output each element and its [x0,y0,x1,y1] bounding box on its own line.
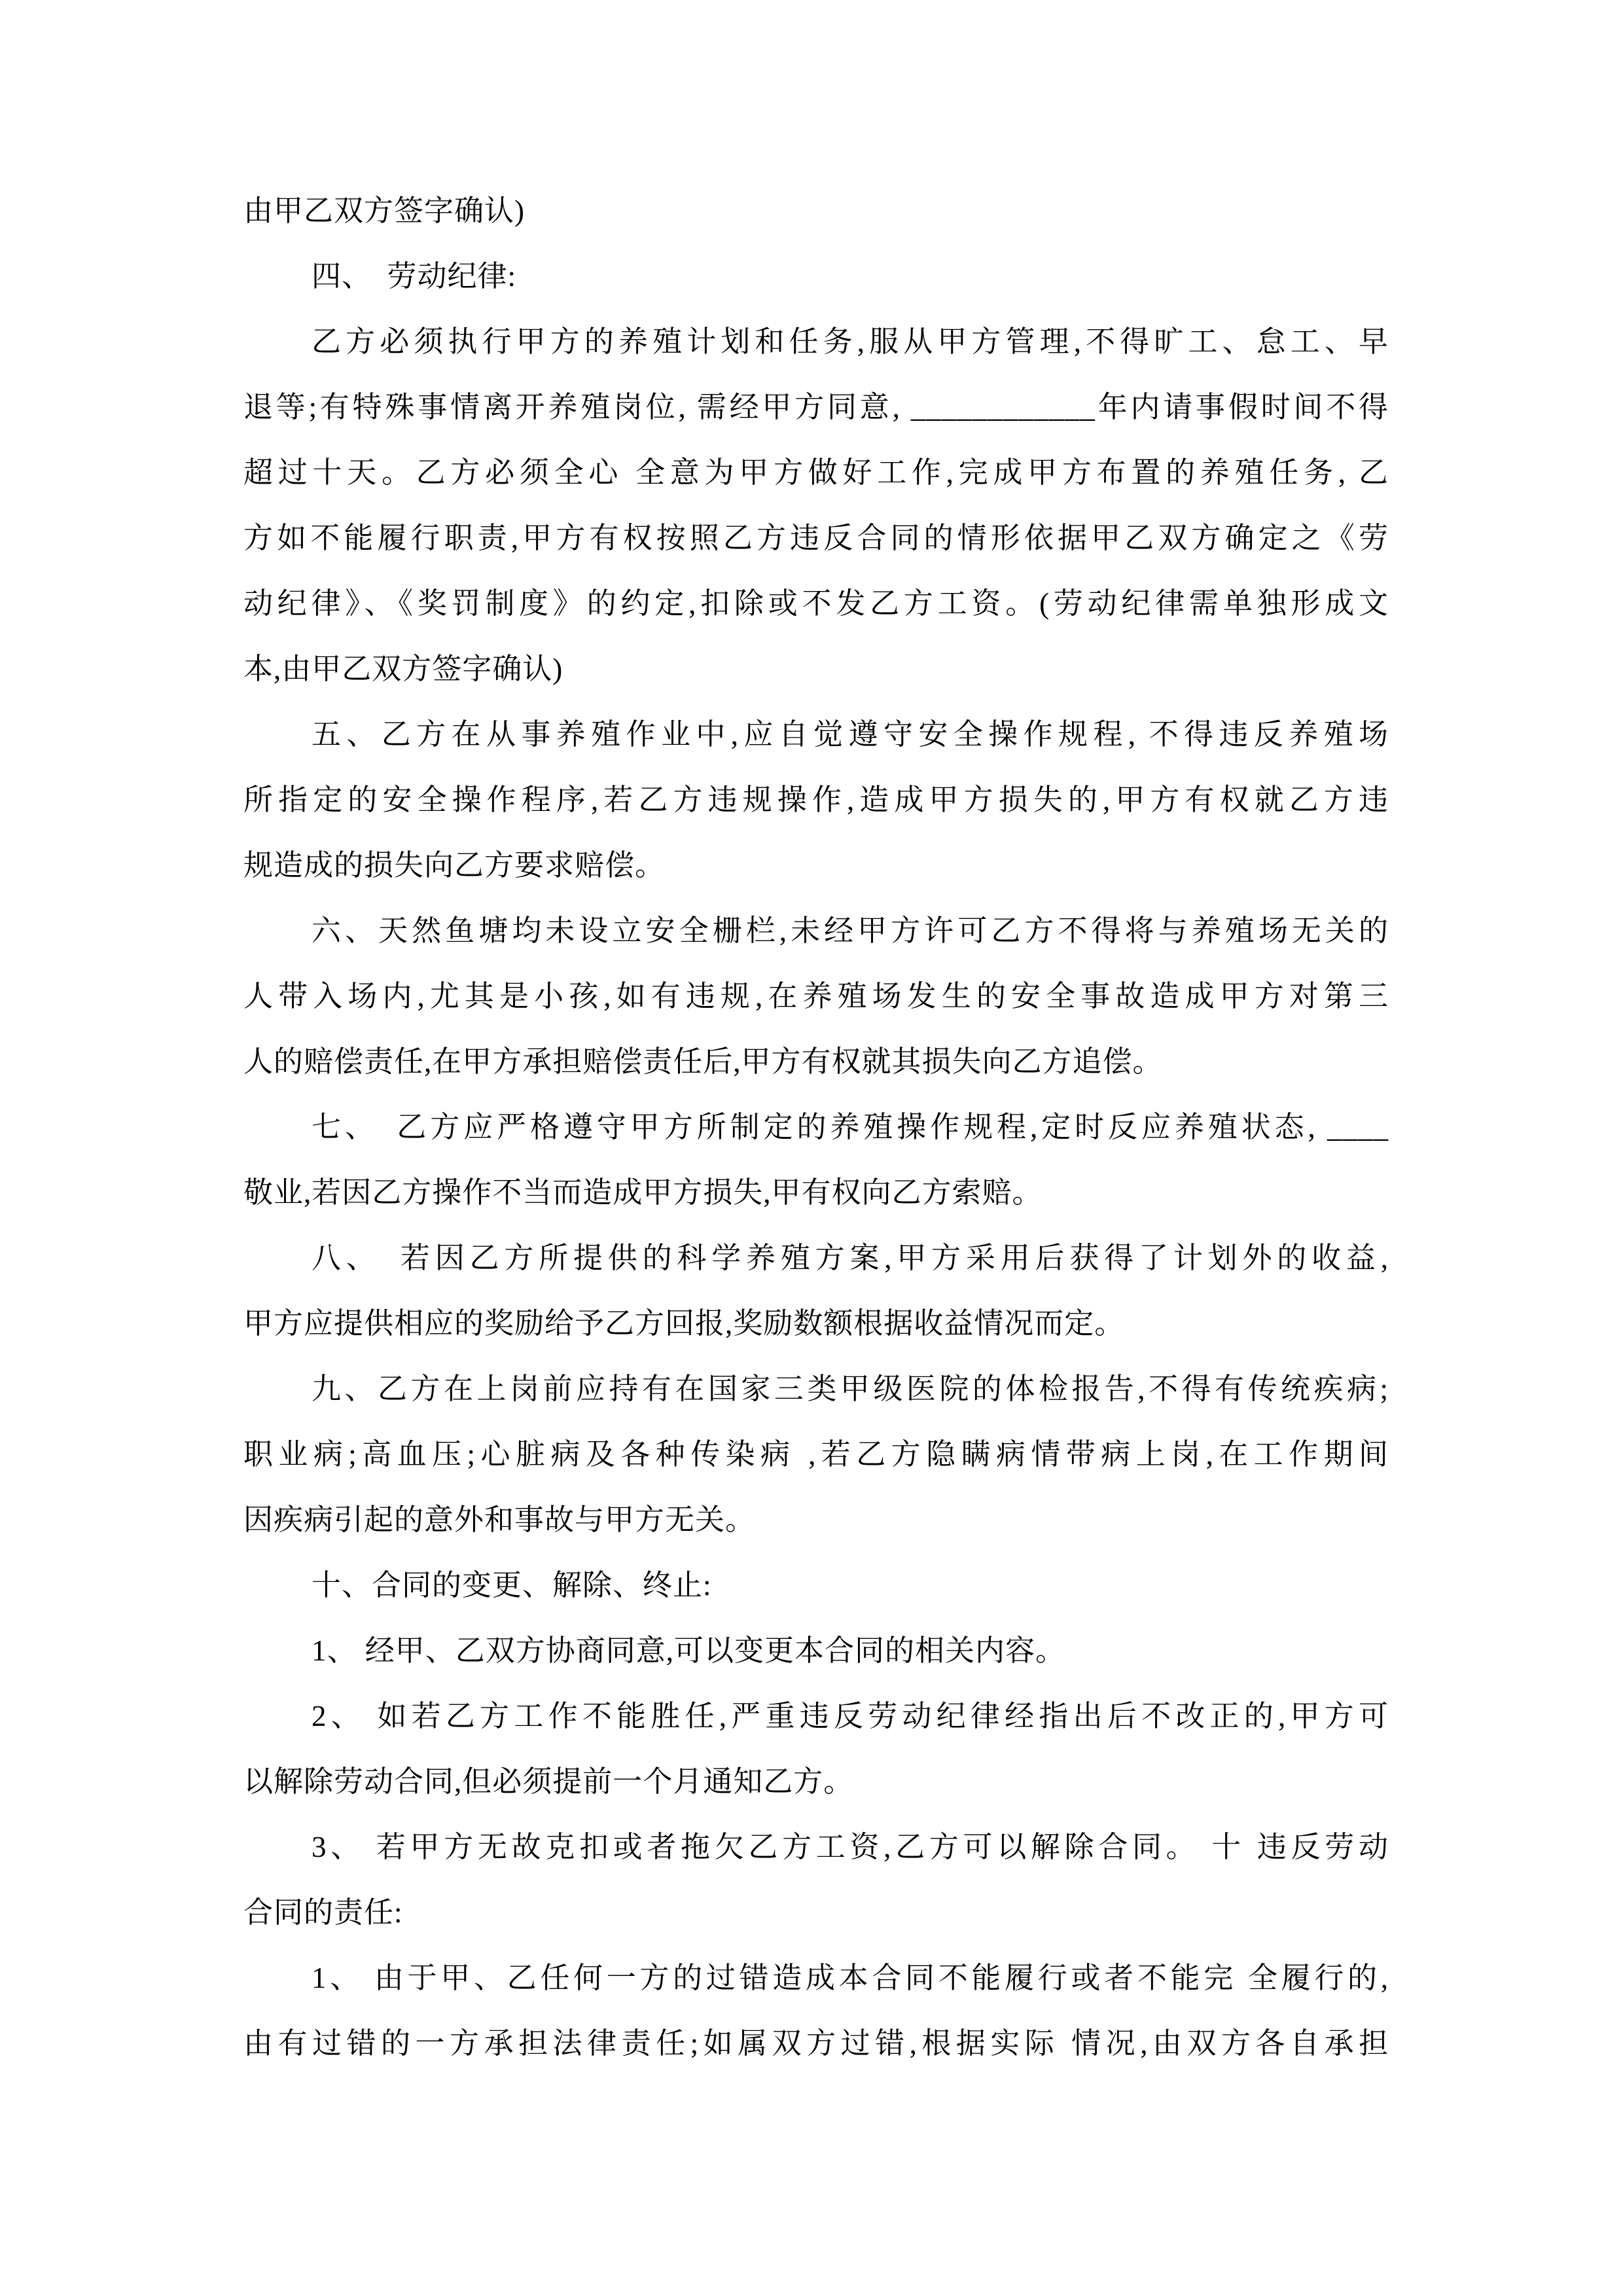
text-line: 以解除劳动合同,但必须提前一个月通知乙方。 [243,1765,854,1798]
text-line: 方如不能履行职责,甲方有权按照乙方违反合同的情形依据甲乙双方确定之《劳 [243,522,1389,554]
text-line: 六、天然鱼塘均未设立安全栅栏,未经甲方许可乙方不得将与养殖场无关的 [312,914,1389,947]
text-line: 3、 若甲方无故克扣或者拖欠乙方工资,乙方可以解除合同。 十 违反劳动 [312,1831,1389,1863]
text-line: 由有过错的一方承担法律责任;如属双方过错,根据实际 情况,由双方各自承担 [243,2027,1389,2060]
text-line: 人的赔偿责任,在甲方承担赔偿责任后,甲方有权就其损失向乙方追偿。 [243,1045,1163,1078]
text-line: 合同的责任: [243,1896,403,1929]
text-line: 由甲乙双方签字确认) [243,194,525,227]
text-line: 职业病;高血压;心脏病及各种传染病 ,若乙方隐瞒病情带病上岗,在工作期间 [243,1438,1389,1471]
text-line: 四、 劳动纪律: [312,260,517,293]
text-line: 1、 由于甲、乙任何一方的过错造成本合同不能履行或者不能完 全履行的, [312,1962,1389,1994]
text-line: 因疾病引起的意外和事故与甲方无关。 [243,1503,756,1536]
text-line: 五、乙方在从事养殖作业中,应自觉遵守安全操作规程, 不得违反养殖场 [312,718,1389,751]
text-line: 本,由甲乙双方签字确认) [243,653,563,685]
text-line: 人带入场内,尤其是小孩,如有违规,在养殖场发生的安全事故造成甲方对第三 [243,980,1389,1013]
text-line: 七、 乙方应严格遵守甲方所制定的养殖操作规程,定时反应养殖状态, ____ [312,1111,1389,1143]
text-line: 动纪律》、《奖罚制度》的约定,扣除或不发乙方工资。(劳动纪律需单独形成文 [243,587,1389,620]
contract-body [243,178,1389,2076]
text-line: 规造成的损失向乙方要求赔偿。 [243,849,666,882]
text-line: 敬业,若因乙方操作不当而造成甲方损失,甲有权向乙方索赔。 [243,1176,1043,1209]
text-line: 退等;有特殊事情离开养殖岗位, 需经甲方同意, ____________年内请事假时间不得 [243,391,1389,423]
text-line: 十、合同的变更、解除、终止: [312,1569,712,1602]
text-line: 八、 若因乙方所提供的科学养殖方案,甲方采用后获得了计划外的收益, [312,1242,1389,1274]
text-line: 乙方必须执行甲方的养殖计划和任务,服从甲方管理,不得旷工、怠工、早 [312,325,1389,358]
text-line: 超过十天。乙方必须全心 全意为甲方做好工作,完成甲方布置的养殖任务, 乙 [243,456,1389,489]
text-line: 九、乙方在上岗前应持有在国家三类甲级医院的体检报告,不得有传统疾病; [312,1372,1389,1405]
text-line: 1、 经甲、乙双方协商同意,可以变更本合同的相关内容。 [312,1634,1066,1667]
text-line: 2、 如若乙方工作不能胜任,严重违反劳动纪律经指出后不改正的,甲方可 [312,1700,1389,1732]
text-line: 甲方应提供相应的奖励给予乙方回报,奖励数额根据收益情况而定。 [243,1307,1125,1340]
text-line: 所指定的安全操作程序,若乙方违规操作,造成甲方损失的,甲方有权就乙方违 [243,783,1389,816]
